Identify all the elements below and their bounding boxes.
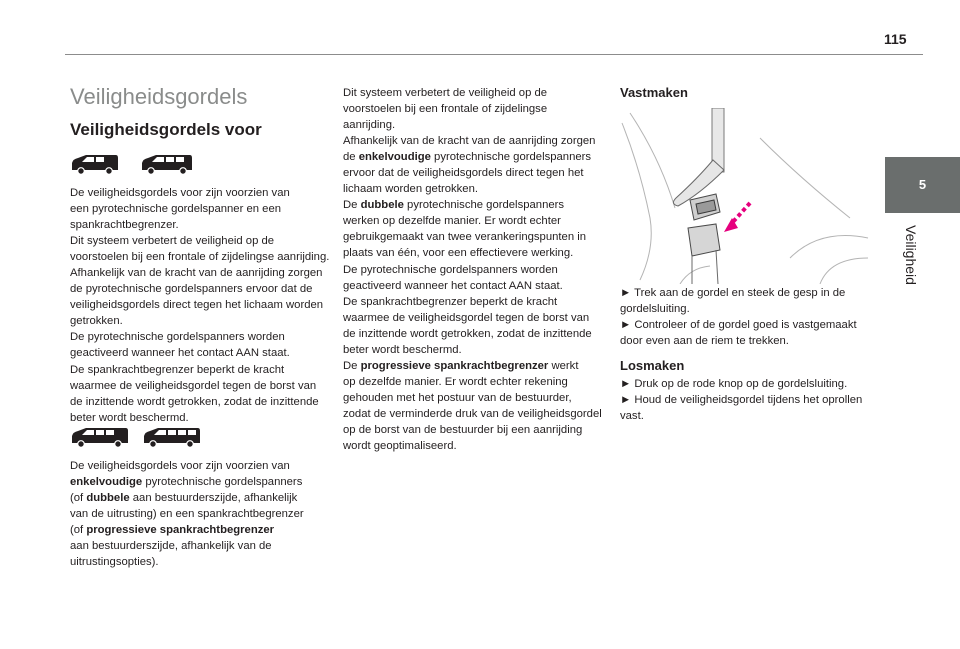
step-line: ► Trek aan de gordel en steek de gesp in de (620, 287, 846, 299)
fasten-instructions (620, 285, 870, 349)
text-line: zodat de verminderde druk van de veiligheidsgordel (343, 407, 602, 420)
text-line: waarmee de veiligheidsgordel tegen de borst van (70, 379, 317, 392)
text-line: De veiligheidsgordels voor zijn voorzien van (70, 460, 290, 472)
front-belts-heading: Veiligheidsgordels voor (70, 120, 262, 139)
bold-term: enkelvoudige (70, 476, 143, 489)
text-line: De pyrotechnische gordelspanners worden (343, 263, 558, 276)
text-line: getrokken. (70, 315, 123, 328)
text-line: aan bestuurderszijde, afhankelijk van de (70, 540, 272, 553)
release-heading: Losmaken (620, 358, 685, 373)
text-line: beter wordt beschermd. (343, 343, 462, 356)
text-line: De spankrachtbegrenzer beperkt de kracht (343, 295, 558, 308)
seatbelt-illustration (620, 108, 870, 284)
top-rule (65, 54, 923, 55)
text-span: pyrotechnische gordelspanners (403, 199, 565, 212)
bold-term: dubbele (360, 199, 404, 212)
text-span: pyrotechnische gordelspanners (142, 476, 303, 489)
van-seat-icon (70, 426, 130, 448)
text-span: De (343, 199, 361, 212)
text-line: geactiveerd wanneer het contact AAN staat. (343, 279, 563, 292)
van-short-icon (70, 153, 120, 175)
release-instructions (620, 376, 870, 424)
text-line: veiligheidsgordels direct tegen het lichaam worden (70, 299, 324, 312)
step-line: ► Controleer of de gordel goed is vastgemaakt (620, 319, 857, 332)
text-line: op dezelfde manier. Er wordt echter rekening (343, 375, 568, 388)
text-span: (of (70, 524, 87, 537)
text-line: de inzittende wordt getrokken, zodat de inzittende (70, 395, 319, 408)
van-long-icon (140, 153, 194, 175)
text-line: Dit systeem verbetert de veiligheid op de (70, 235, 275, 248)
text-line (70, 490, 330, 506)
text-line: op de borst van de bestuurder bij een aanrijding (343, 423, 583, 436)
text-line: werken op dezelfde manier. Er wordt echter (343, 215, 561, 228)
text-line: voorstoelen bij een frontale of zijdelingse (343, 103, 548, 116)
front-dual-text (70, 458, 330, 570)
text-line: Afhankelijk van de kracht van de aanrijding zorgen (70, 267, 323, 280)
text-line: plaats van één, voor een effectievere werking. (343, 247, 574, 260)
text-span: pyrotechnische gordelspanners (430, 151, 592, 164)
van-seat-long-icon (142, 426, 202, 448)
text-line (343, 358, 603, 374)
middle-column-text (343, 85, 603, 454)
text-line: De spankrachtbegrenzer beperkt de kracht (70, 363, 285, 376)
step-line: ► Druk op de rode knop op de gordelsluiting. (620, 378, 848, 390)
text-span: werkt (548, 359, 579, 372)
text-span: de (343, 151, 359, 164)
bold-term: progressieve spankrachtbegrenzer (86, 524, 275, 537)
text-span: aan bestuurderszijde, afhankelijk (129, 492, 298, 505)
page-number: 115 (884, 31, 907, 47)
text-line: beter wordt beschermd. (70, 411, 189, 424)
text-line: Afhankelijk van de kracht van de aanrijding zorgen (343, 135, 596, 148)
chapter-title: Veiligheid (903, 225, 919, 285)
text-span: De (343, 359, 361, 372)
text-line: van de uitrusting) en een spankrachtbegrenzer (70, 508, 304, 521)
text-line: uitrustingsopties). (70, 556, 159, 569)
step-line: ► Houd de veiligheidsgordel tijdens het oprollen (620, 394, 863, 407)
text-span: (of (70, 492, 87, 505)
text-line (70, 522, 330, 538)
text-line: de pyrotechnische gordelspanners ervoor dat de (70, 283, 313, 296)
step-line: gordelsluiting. (620, 303, 690, 316)
bold-term: dubbele (86, 492, 130, 505)
chapter-tab[interactable]: 5 (885, 157, 960, 213)
text-line: gehouden met het postuur van de bestuurder, (343, 391, 572, 404)
text-line: ervoor dat de veiligheidsgordels direct tegen het (343, 167, 584, 180)
step-line: door even aan de riem te trekken. (620, 335, 789, 348)
text-line: voorstoelen bij een frontale of zijdelingse aanrijding. (70, 251, 330, 264)
text-line: De pyrotechnische gordelspanners worden (70, 331, 285, 344)
text-line: wordt geoptimaliseerd. (343, 440, 457, 453)
bold-term: progressieve spankrachtbegrenzer (360, 359, 549, 372)
bold-term: enkelvoudige (358, 151, 431, 164)
fasten-heading: Vastmaken (620, 85, 688, 100)
section-title: Veiligheidsgordels (70, 84, 248, 109)
text-line (343, 197, 603, 213)
text-line: aanrijding. (343, 119, 396, 132)
text-line: De veiligheidsgordels voor zijn voorzien van (70, 187, 290, 199)
text-line: spankrachtbegrenzer. (70, 219, 179, 232)
text-line: gebruikgemaakt van twee verankeringspunten in (343, 231, 587, 244)
text-line (70, 474, 330, 490)
text-line: een pyrotechnische gordelspanner en een (70, 203, 282, 216)
text-line: waarmee de veiligheidsgordel tegen de borst van (343, 311, 590, 324)
text-line: geactiveerd wanneer het contact AAN staat. (70, 347, 290, 360)
front-intro (70, 185, 330, 426)
text-line: lichaam worden getrokken. (343, 183, 479, 196)
text-line: de inzittende wordt getrokken, zodat de inzittende (343, 327, 592, 340)
step-line: vast. (620, 410, 644, 423)
text-line (343, 149, 603, 165)
text-line: Dit systeem verbetert de veiligheid op de (343, 87, 548, 99)
